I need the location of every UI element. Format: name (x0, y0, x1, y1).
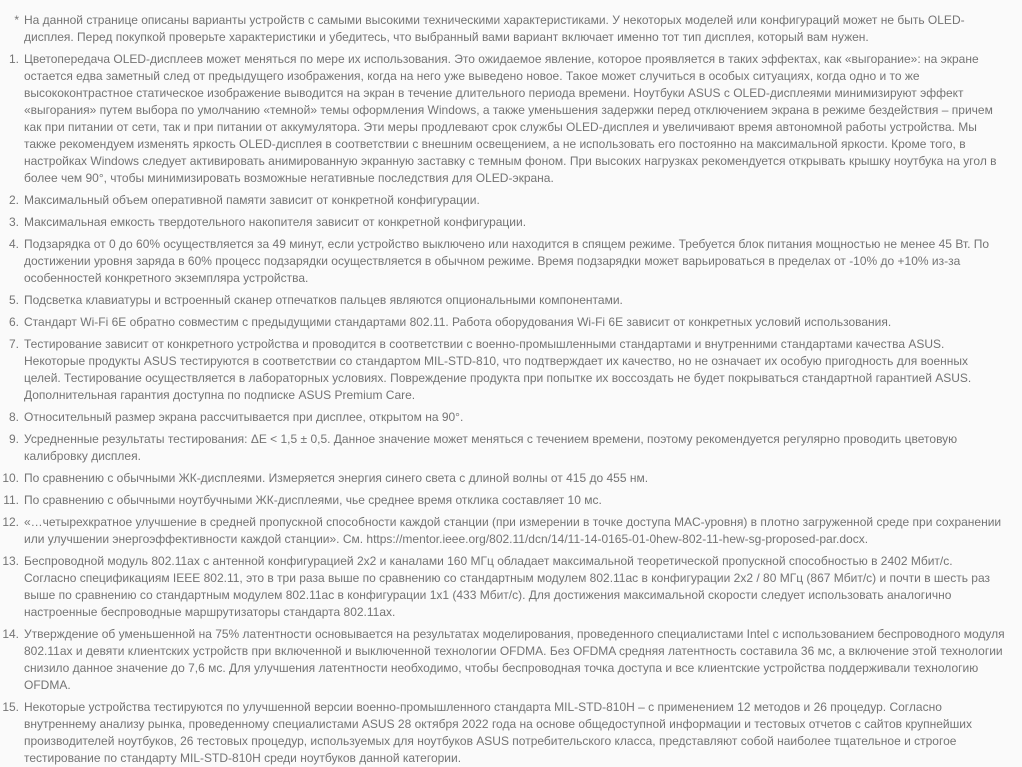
footnote-item-14 (0, 626, 1008, 694)
footnote-item-7 (0, 336, 1008, 404)
footnote-item-4 (0, 236, 1008, 287)
footnote-marker: 11. (3, 493, 19, 507)
footnote-text: По сравнению с обычными ЖК-дисплеями. Измеряется энергия синего света с длиной волны от 415 до 455 нм. (24, 471, 649, 485)
footnote-marker: 8. (8, 410, 19, 424)
footnote-text: Подсветка клавиатуры и встроенный сканер отпечатков пальцев являются опциональными компонентами. (24, 293, 623, 307)
footnote-text: Некоторые устройства тестируются по улучшенной версии военно-промышленного стандарта MIL-STD-810H – с применением 12 методов и 26 процедур. Согласно внутреннему анализу рынка, проведенному специалистами ASUS 28 октября 2022 года на основе общедоступной информации и тестовых отчетов с сайтов крупнейших производителей ноутбуков, 26 тестовых процедур, используемых для ноутбуков ASUS потребительского класса, представляют собой наиболее тщательное и строгое тестирование по стандарту MIL-STD-810H среди ноутбуков данной категории. (24, 700, 972, 765)
footnote-item-6 (0, 314, 1008, 331)
footnote-item-12 (0, 514, 1008, 548)
footnote-marker: 5. (8, 293, 19, 307)
footnote-item-3 (0, 214, 1008, 231)
footnote-text: Относительный размер экрана рассчитывается при дисплее, открытом на 90°. (24, 410, 464, 424)
footnote-text: Беспроводной модуль 802.11ax с антенной конфигурацией 2x2 и каналами 160 МГц обладает максимальной теоретической пропускной способностью в 2402 Мбит/с. Согласно спецификациям IEEE 802.11, это в три раза выше по сравнению со стандартным модулем 802.11ac в конфигурации 2x2 / 80 МГц (867 Мбит/с) и почти в шесть раз выше по сравнению со стандартным модулем 802.11ac в конфигурации 1x1 (433 Мбит/с). Для достижения максимальной скорости следует использовать аналогично настроенные беспроводные маршрутизаторы стандарта 802.11ax. (24, 554, 991, 619)
footnote-item-9 (0, 431, 1008, 465)
footnote-text: Цветопередача OLED-дисплеев может меняться по мере их использования. Это ожидаемое явление, которое проявляется в таких эффектах, как «выгорание»: на экране остается едва заметный след от предыдущего изображения, когда на него уже выведено новое. Такое может случиться в особых ситуациях, когда одно и то же высококонтрастное статическое изображение выводится на экран в течение длительного периода времени. Ноутбуки ASUS с OLED-дисплеями минимизируют эффект «выгорания» путем выбора по умолчанию «темной» темы оформления Windows, а также уменьшения задержки перед отключением экрана в режиме бездействия – причем как при питании от сети, так и при питании от аккумулятора. Эти меры продлевают срок службы OLED-дисплея и увеличивают время автономной работы устройства. Мы также рекомендуем изменять яркость OLED-дисплея в соответствии с внешним освещением, а не использовать его постоянно на максимальной яркости. Кроме того, в настройках Windows следует активировать анимированную экранную заставку с темным фоном. При высоких нагрузках рекомендуется открывать крышку ноутбука на угол в более чем 90°, чтобы минимизировать возможные негативные последствия для OLED-экрана. (24, 52, 997, 185)
footnote-item-1 (0, 51, 1008, 187)
footnote-text: «…четырехкратное улучшение в средней пропускной способности каждой станции (при измерении в точке доступа MAC-уровня) в плотно загруженной среде при сохранении или улучшении энергоэффективности каждой станции». См. https://mentor.ieee.org/802.11/dcn/14/11-14-0165-01-0hew-802-11-hew-sg-proposed-par.docx. (24, 515, 1002, 546)
footnote-item-2 (0, 192, 1008, 209)
footnote-marker: 2. (8, 193, 19, 207)
footnote-item-8 (0, 409, 1008, 426)
footnote-marker: 13. (2, 554, 19, 568)
footnote-text: На данной странице описаны варианты устройств с самыми высокими техническими характеристиками. У некоторых моделей или конфигураций может не быть OLED-дисплея. Перед покупкой проверьте характеристики и убедитесь, что выбранный вами вариант включает именно тот тип дисплея, который вам нужен. (24, 13, 965, 44)
footnote-item-13 (0, 553, 1008, 621)
footnote-marker: 7. (8, 337, 19, 351)
footnote-text: Подзарядка от 0 до 60% осуществляется за 49 минут, если устройство выключено или находится в спящем режиме. Требуется блок питания мощностью не менее 45 Вт. По достижении уровня заряда в 60% процесс подзарядки осуществляется в обычном режиме. Время подзарядки может варьироваться в пределах от -10% до +10% из-за особенностей конкретного экземпляра устройства. (24, 237, 990, 285)
footnote-item-11 (0, 492, 1008, 509)
footnote-item-15 (0, 699, 1008, 767)
footnote-item-asterisk (0, 12, 1008, 46)
footnote-marker: 15. (2, 700, 19, 714)
footnote-marker: 6. (8, 315, 19, 329)
footnote-marker: 10. (2, 471, 19, 485)
footnote-marker: 3. (8, 215, 19, 229)
footnote-text: Тестирование зависит от конкретного устройства и проводится в соответствии с военно-промышленными стандартами и внутренними стандартами качества ASUS. Некоторые продукты ASUS тестируются в соответствии со стандартом MIL-STD-810, что подтверждает их качество, но не означает их особую пригодность для военных целей. Тестирование осуществляется в лабораторных условиях. Повреждение продукта при попытке их воссоздать не будет покрываться стандартной гарантией ASUS. Дополнительная гарантия доступна по подписке ASUS Premium Care. (24, 337, 972, 402)
footnote-text: Максимальная емкость твердотельного накопителя зависит от конкретной конфигурации. (24, 215, 527, 229)
footnote-marker: 12. (2, 515, 19, 529)
footnote-text: Стандарт Wi-Fi 6E обратно совместим с предыдущими стандартами 802.11. Работа оборудования Wi-Fi 6E зависит от конкретных условий использования. (24, 315, 892, 329)
footnote-text: Утверждение об уменьшенной на 75% латентности основывается на результатах моделирования, проведенного специалистами Intel с использованием беспроводного модуля 802.11ax и девяти клиентских устройств при включенной и выключенной технологии OFDMA. Без OFDMA средняя латентность составила 36 мс, а включение этой технологии снизило данное значение до 7,6 мс. Для улучшения латентности необходимо, чтобы беспроводная точка доступа и все клиентские устройства поддерживали технологию OFDMA. (24, 627, 1005, 692)
footnote-marker: 9. (8, 432, 19, 446)
footnote-marker: 1. (8, 52, 19, 66)
footnote-marker: * (14, 13, 19, 27)
footnote-text: По сравнению с обычными ноутбучными ЖК-дисплеями, чье среднее время отклика составляет 10 мс. (24, 493, 602, 507)
footnote-text: Максимальный объем оперативной памяти зависит от конкретной конфигурации. (24, 193, 480, 207)
footnote-item-5 (0, 292, 1008, 309)
footnote-text: Усредненные результаты тестирования: ΔE < 1,5 ± 0,5. Данное значение может меняться с течением времени, поэтому рекомендуется регулярно проводить цветовую калибровку дисплея. (24, 432, 958, 463)
footnote-marker: 14. (2, 627, 19, 641)
footnote-marker: 4. (8, 237, 19, 251)
footnote-item-10 (0, 470, 1008, 487)
